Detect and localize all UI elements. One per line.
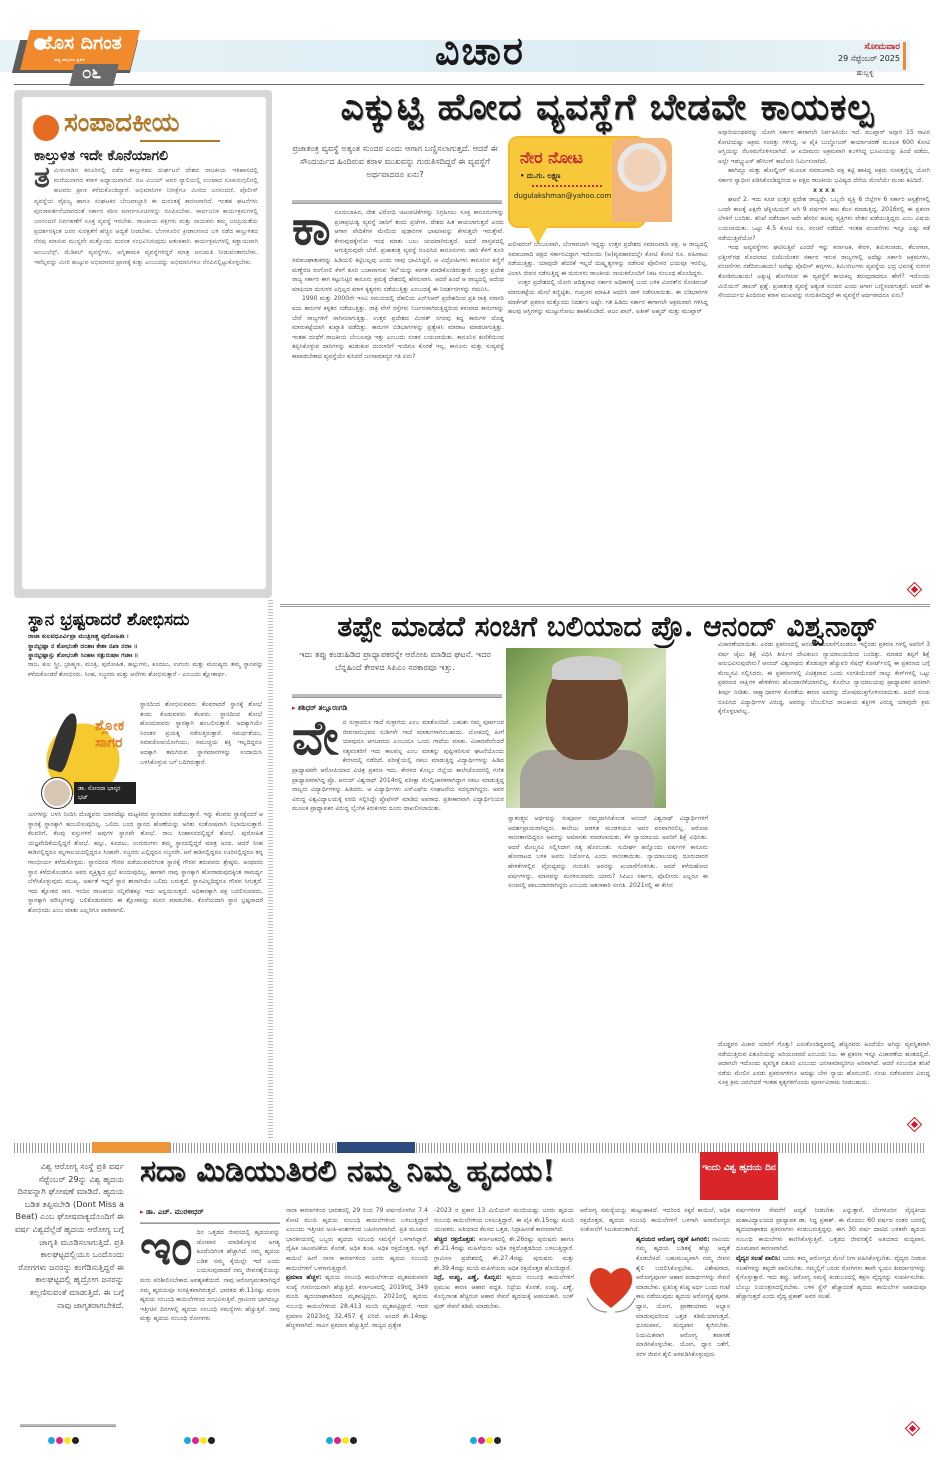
masthead-divider bbox=[14, 84, 924, 85]
editorial-body bbox=[34, 160, 258, 268]
heart-day-column-5: ವರ್ಷಗಳಿಗಳ ಸೇವನೆಗೆ ಆದ್ಯತೆ ನೀಡಬೇಕು ಎನ್ನುತ್ತಾರೆ, ಬೆಂಗಳೂರಿನ ವೈದ್ಯಕೀಯ ಮಹಾವಿದ್ಯಾಲಯದ ಪ್ರಾಧ್ಯಾಪಕ ಡಾ. ಸಿದ್ಧ ಪ್ರಕಾಶ್. ಈ ಮೊದಲು 60 ವರ್ಷದ ನಂತರ ಜನರಲ್ಲಿ ಹೃದಯಾಘಾತದ ಪ್ರಕರಣಗಳು ಕಂಡುಬರುತ್ತಿದ್ದವು. ಈಗ 30 ವರ್ಷ ದಾಟಿದ ಬಳಿಕವೇ ಹೃದಯ ಸಂಬಂಧಿ ಕಾಯಿಲೆಗಳು ಕಾಣಿಸಿಕೊಳ್ಳುತ್ತಿವೆ. ಒತ್ತಡದ ಜೀವನಶೈಲಿ ಅತಿಯಾದ ಮದ್ಯಪಾನ, ಧೂಮಪಾನ ಕಾರಣವಾಗಿದೆ. ವೈದ್ಯರ ಸಲಹೆ ಪಾಲಿಸಿ: ಜನರು ತಮ್ಮ ಆರೋಗ್ಯದ ಮೇಲೆ ನಿಗಾ ವಹಿಸಿಕೊಳ್ಳಬೇಕು. ವೈದ್ಯರು ನೀಡುವ ಸಲಹೆಗಳನ್ನು ತಪ್ಪದೇ ಪಾಲಿಸಬೇಕು. ನಮ್ಮಲ್ಲಿಗೆ ಬರುವ ರೋಗಿಗಳು ತಾವೇ ಸ್ವಯಂ ತೀರ್ಮಾನಗಳನ್ನು ಕೈಗೊಳ್ಳುತ್ತಾರೆ. ಇದು ತಪ್ಪು. ಆರೋಗ್ಯ ಸಮಸ್ಯೆ ಕಂಡುಬಂದಲ್ಲಿ ತಕ್ಷಣ ವೈದ್ಯರನ್ನು ಸಂಪರ್ಕಿಸಬೇಕು. ಬೊಜ್ಜು ನಿಯಂತ್ರಣದಲ್ಲಿರಬೇಕು. ಬಳಿಕ ಸ್ಟ್ರೆಸ್ ಹೆಚ್ಚಾದಂತೆ ಹೃದಯ ಕಾಯಿಲೆಗಳ ಅಪಾಯವೂ ಹೆಚ್ಚಾಗುತ್ತದೆ ಎಂದು ವೈದ್ಯ ಪ್ರಕಾಶ್ ಅವರ ಸಲಹೆ. bbox=[736, 1207, 926, 1301]
shloka-headline[interactable]: ಸ್ಥಾನ ಭ್ರಷ್ಟರಾದರೆ ಶೋಭಿಸದು bbox=[28, 610, 190, 630]
main-article-drop-cap: ಕಾ bbox=[292, 208, 331, 256]
main-article-headline[interactable]: ಎಕ್ಕುಟ್ಟಿ ಹೋದ ವ್ಯವಸ್ಥೆಗೆ ಬೇಡವೇ ಕಾಯಕಲ್ಪ bbox=[340, 86, 875, 128]
editorial-label: ಸಂಪಾದಕೀಯ bbox=[64, 108, 180, 138]
heart-day-column-1: ಇಂ ದಿನ ಒತ್ತಡದ ಜೀವನದಲ್ಲಿ ಹೃದಯವನ್ನು ಜೋಪಾನ ಮಾಡಿಕೊಳ್ಳುವ ಅಗತ್ಯ ಹಿಂದೆಂದಿಗಿಂತ ಹೆಚ್ಚಾಗಿದೆ. ನಮ್ಮ ಹೃದಯ ಬಡಿತ ನಮ್ಮ ಕೈಯಲ್ಲೇ ಇದೆ ಎಂದು ಬಯಸುವುದಾದರೆ ನಮ್ಮ ಜೀವನಶೈಲಿಯನ್ನು ಮರು ಪರಿಶೀಲಿಸಬೇಕಾದ ಅವಶ್ಯಕತೆಯಿದೆ. ನಾವು ಆರೋಗ್ಯವಂತರಾಗಿದ್ದರೆ ನಮ್ಮ ಹೃದಯವೂ ಸುರಕ್ಷಿತವಾಗಿರುತ್ತದೆ. ಭಾರತದ ಶೇ.11ರಷ್ಟು ಮರಣ ಹೃದಯ ಸಂಬಂಧಿ ಕಾಯಿಲೆಗಳಿಂದ ಸಂಭವಿಸುತ್ತಿವೆ. ಗ್ರಾಮೀಣ ಭಾಗದಲ್ಲೂ ಇತ್ತೀಚಿನ ದಿನಗಳಲ್ಲಿ ಹೃದಯ ಸಂಬಂಧಿ ಸಮಸ್ಯೆಗಳು ಹೆಚ್ಚುತ್ತಿವೆ. ನಾವು ಮತ್ತು ಹೃದಯ ಸಂಬಂಧಿ ರೋಗಗಳು bbox=[140, 1228, 280, 1323]
shloka-meaning: ರಾಜ, ಕುಲ ಸ್ತ್ರೀ, ಬ್ರಾಹ್ಮಣ, ಮಂತ್ರಿ, ಪುರೋಹಿತ, ಹಲ್ಲುಗಳು, ಕೂದಲು, ಉಗುರು ಮತ್ತು ಮನುಷ್ಯರು ತಮ್ಮ ಸ್ಥಾನವನ್ನು ಕಳೆದುಕೊಂಡರೆ ಶೋಭಿಸರು. ಸಿಂಹ, ಸಜ್ಜನರು ಮತ್ತು ಆನೆಗಳು ಶೋಭಿಸುತ್ತಾರೆ - ಎಂಬುದು ಶ್ಲೋಕಾರ್ಥ. bbox=[28, 661, 263, 678]
second-article-deck: ಇದು ತಪ್ಪು ಕಂಡುಹಿಡಿದ ಪ್ರಾಧ್ಯಾಪಕರನ್ನೇ ಆರೋಪಿ ಮಾಡಿದ ಘಟನೆ. ಇದರ ಬೆನ್ನಹಿಂದೆ ಕೇರಳದ ಸಿಪಿಎಂ ಸರಕಾರವೂ ಇತ್ತು. bbox=[299, 649, 491, 672]
heart-day-headline[interactable]: ಸದಾ ಮಿಡಿಯುತಿರಲಿ ನಮ್ಮ ನಿಮ್ಮ ಹೃದಯ! bbox=[140, 1154, 556, 1189]
columnist-photo bbox=[612, 138, 672, 222]
newspaper-tagline: ರಾಷ್ಟ್ರ ಜಾಗೃತಿಯ ಪ್ರತೀಕ bbox=[54, 57, 85, 62]
heart-day-intro: ವಿಶ್ವ ಆರೋಗ್ಯ ಸಂಸ್ಥೆ ಪ್ರತಿ ವರ್ಷ ಸೆಪ್ಟೆಂಬರ್ 29ನ್ನು ವಿಶ್ವ ಹೃದಯ ದಿನವನ್ನಾಗಿ ಘೋಷಣೆ ಮಾಡಿದೆ. ಹೃದಯ ಬಡಿತ ತಪ್ಪಿಸಬೇಡಿ (Dont Miss a Beat) ಎಂಬ ಘೋಷವಾಕ್ಯದೊಂದಿಗೆ ಈ ವರ್ಷ ವಿಶ್ವದೆಲ್ಲೆಡೆ ಹೃದಯ ಆರೋಗ್ಯ ಬಗ್ಗೆ ಜಾಗೃತಿ ಮೂಡಿಸಲಾಗುತ್ತಿದೆ. ಪ್ರತಿ ಕಾಲಘಟ್ಟದಲ್ಲಿಯೂ ಒಂದೊಂದು ರೋಗಗಳು ಜನರನ್ನು ಕಂಗೆಡಿಸುತ್ತಿದ್ದರೆ ಈ ಕಾಲಘಟ್ಟದಲ್ಲಿ ಹೃದ್ರೋಗ ಜನರನ್ನು ತಲ್ಲಣಿಸುವಂತೆ ಮಾಡುತ್ತಿದೆ. ಈ ಬಗ್ಗೆ ನಾವು ಜಾಗೃತರಾಗಬೇಕಿದೆ. bbox=[14, 1161, 124, 1310]
heart-day-column-2: ನಾನಾ ಕಾರಣಗಳಿಂದ ಭಾರತದಲ್ಲಿ 29 ರಿಂದ 79 ವರ್ಷದೊಳಗಿನ 7.4 ಕೋಟಿ ಮಂದಿ ಹೃದಯ ಸಂಬಂಧಿ ಕಾಯಿಲೆಗಳಿಂದ ಬಳಲುತ್ತಿದ್ದಾರೆ ಎಂಬುದು ಇತ್ತೀಚಿನ ಅಂಕಿ-ಅಂಶಗಳಿಂದ ಬಹಿರಂಗವಾಗಿದೆ. ಪ್ರತಿ ಮೂವರು ಭಾರತೀಯರಲ್ಲಿ ಒಬ್ಬರು ಹೃದಯ ಸಂಬಂಧಿ ಸಮಸ್ಯೆಗೆ ಒಳಗಾಗಿದ್ದಾರೆ. ದೈಹಿಕ ಚಟುವಟಿಕೆಯ ಕೊರತೆ, ಅಧಿಕ ತೂಕ, ಅಧಿಕ ರಕ್ತದೊತ್ತಡ, ಸಕ್ಕರೆ ಕಾಯಿಲೆ ಹೀಗೆ ನಾನಾ ಕಾರಣಗಳಿಂದ ಜನರು ಹೃದಯ ಸಂಬಂಧಿ ಕಾಯಿಲೆಗಳಿಗೆ ಒಳಗಾಗುತ್ತಿದ್ದಾರೆ. ಪ್ರಮಾಣ ಹೆಚ್ಚಳ: ಹೃದಯ ಸಂಬಂಧಿ ಕಾಯಿಲೆಗಳಿಂದ ಮೃತಪಡುವವರ ಸಂಖ್ಯೆ ಗಣನೀಯವಾಗಿ ಹೆಚ್ಚುತ್ತಿದೆ. ಕರ್ನಾಟಕದಲ್ಲಿ 2019ರಲ್ಲಿ 349 ಮಂದಿ ಹೃದಯಾಘಾತದಿಂದ ಮೃತಪಟ್ಟಿದ್ದರು. 2021ರಲ್ಲಿ ಹೃದಯ ಸಂಬಂಧಿ ಕಾಯಿಲೆಗಳಿಂದ 28,413 ಮಂದಿ ಮೃತಪಟ್ಟಿದ್ದಾರೆ. ಇದರ ಪ್ರಮಾಣ 2023ರಲ್ಲಿ 32,457 ಕ್ಕೆ ಏರಿದೆ. ಅಂದರೆ ಶೇ.14ರಷ್ಟು ಹೆಚ್ಚಳವಾಗಿದೆ. ಸಾವಿನ ಪ್ರಮಾಣ ಹೆಚ್ಚುತ್ತಿದೆ. ರಾಜ್ಯದ ಪ್ರತ್ಯೇಕ bbox=[286, 1207, 428, 1330]
registration-marks bbox=[470, 1437, 501, 1444]
page-number: ೦೬ bbox=[82, 63, 102, 83]
registration-marks bbox=[48, 1437, 79, 1444]
shloka-verse: ರಾಜಾ ಕುಲವಧೂರ್ವಿಪ್ರಾ ಮಂತ್ರಿಣಶ್ಚ ಪುರೋಹಿತಃ । ಸ್ಥಾನಭ್ರಷ್ಟಾ ನ ಶೋಭಂತೇ ದಂತಾಃ ಕೇಶಾ ನಖಾ ನರಾಃ ॥ ಸ್ಥಾನಭ್ರಷ್ಟಾಸ್ತು ಶೋಭಂತೇ ಸಿಂಹಾಃ ಸತ್ಪುರುಷಾಃ ಗಜಾಃ ॥ bbox=[28, 633, 139, 660]
editorial-emblem-icon bbox=[33, 115, 59, 141]
main-article-column-2: ಖಲೀಫರಂಗೆ ಬೆಂಬಲವಾಗಿ, ಬೆಂಗಾವಲಾಗಿ ಇದ್ದದ್ದು ಉತ್ತರ ಪ್ರದೇಶದ ಸಮಾಜವಾದಿ ಪಕ್ಷ. ಆ ರಾಜ್ಯದಲ್ಲಿ ಸಮಾಜವಾದಿ ಪಕ್ಷದ ಸರ್ಕಾರವಿದ್ದಾಗ ಇದೊಂದು (ಅ)ವ್ಯವಹಾರದಲ್ಲೇ ಕೋಟಿ ಕೋಟಿ ರೂ. ವಹಿವಾಟು ನಡೆಯುತ್ತಿತ್ತು. ಯಾವುದೇ ಹೆದರಿಕೆ ಇಲ್ಲದೆ ದುಷ್ಕೃತ್ಯಗಳನ್ನು ನಡೆಸುವ ಪೊಲೀಸರ ಭಯವೂ ಇರಲಿಲ್ಲ. ವಿಲಾಸಿ ಜೀವನ ನಡೆಸುತ್ತಿದ್ದ ಈ ದುರುಳರು ರಾಜಕೀಯ ನಾಯಕರೊಂದಿಗೆ ನಿಕಟ ಸಂಬಂಧ ಹೊಂದಿದ್ದರು. ಉತ್ತರ ಪ್ರದೇಶದಲ್ಲಿ ಯೋಗಿ ಆದಿತ್ಯನಾಥ ಸರ್ಕಾರ ಅಧಿಕಾರಕ್ಕೆ ಬಂದ ಬಳಿಕ ಮೀರತ್‌ನ ಸೋತಿಗಂಜ್ ಮಾರುಕಟ್ಟೆಯ ಮೇಲೆ ಕಣ್ಣಿಟ್ಟಿತು. ಗುಪ್ತಚರ ಮಾಹಿತಿ ಆಧರಿಸಿ ದಾಳಿ ನಡೆಸಲಾಯಿತು. ಈ ಬಿಡಿಭಾಗಗಳ ಮಾರ್ಕೆಟ್ ಪ್ರಕರಣ ಮತ್ತೊಂದು ನಿದರ್ಶನ ಅಷ್ಟೇ. ಗತ ಹಿಡಿದು ಸರ್ಕಾರ ಈಗಾಗಲೇ ಅಕ್ರಮವಾಗಿ ಗಳಿಸಿದ್ದ ಹಲವು ಆಸ್ತಿಗಳನ್ನು ಮುಟ್ಟುಗೋಲು ಹಾಕಿಕೊಂಡಿದೆ. ಆಜಂ ಖಾನ್, ಅತೀಕ್ ಅಹ್ಮದ್ ಮತ್ತು ಮುಖ್ತಾರ್ bbox=[508, 241, 708, 316]
editorial-text: ಮಿಳುನಾಡಿನ ಕರೂರಿನಲ್ಲಿ ನಡೆದ ಕಾಲ್ತುಳಿತದ ದುರ್ಘಟನೆ ದೇಶದ ರಾಜಕೀಯ ಇತಿಹಾಸದಲ್ಲಿ ಮರೆಯಲಾಗದ ಕರಾಳ ಅಧ್ಯಾಯವಾಗಿದೆ. ನಟ ವಿಜಯ್ ಅವರ ರ‍್ಯಾಲಿಯಲ್ಲಿ ಉಂಟಾದ ನೂಕುನುಗ್ಗಲಿನಲ್ಲಿ ಹಲವರು ಪ್ರಾಣ ಕಳೆದುಕೊಂಡಿದ್ದಾರೆ. ಅಭಿಮಾನಿಗಳ ನಿರೀಕ್ಷೆಗೂ ಮೀರಿದ ಜನಸಂದಣಿ, ಪೊಲೀಸ್ ವ್ಯವಸ್ಥೆಯ ವೈಫಲ್ಯ ಹಾಗೂ ಸಂಘಟಕರ ಬೇಜವಾಬ್ದಾರಿ ಈ ದುರಂತಕ್ಕೆ ಕಾರಣವಾಗಿದೆ. ಇಂತಹ ಘಟನೆಗಳು ಪುನರಾವರ್ತನೆಯಾಗದಂತೆ ಸರ್ಕಾರ ಕಠಿಣ ಮಾರ್ಗಸೂಚಿಗಳನ್ನು ರೂಪಿಸಬೇಕು. ಸಾರ್ವಜನಿಕ ಕಾರ್ಯಕ್ರಮಗಳಲ್ಲಿ ಜನಸಂದಣಿ ನಿರ್ವಹಣೆಗೆ ಸೂಕ್ತ ವ್ಯವಸ್ಥೆ ಇರಬೇಕು. ರಾಜಕೀಯ ಪಕ್ಷಗಳು ಮತ್ತು ನಾಯಕರು ತಮ್ಮ ಜನಪ್ರಿಯತೆಯ ಪ್ರದರ್ಶನಕ್ಕಿಂತ ಜನರ ಸುರಕ್ಷತೆಗೆ ಹೆಚ್ಚಿನ ಆದ್ಯತೆ ನೀಡಬೇಕು. ಬೆಂಗಳೂರಿನ ಕ್ರೀಡಾಂಗಣದ ಬಳಿ ನಡೆದ ಕಾಲ್ತುಳಿತದ ನೆನಪು ಮಾಸುವ ಮುನ್ನವೇ ಮತ್ತೊಂದು ದುರಂತ ಸಂಭವಿಸಿರುವುದು ಆತಂಕಕಾರಿ. ಕಾರ್ಯಕ್ರಮಗಳಲ್ಲಿ ಕಡ್ಡಾಯವಾಗಿ ಆಂಬುಲೆನ್ಸ್, ಮೆಡಿಕಲ್ ವ್ಯವಸ್ಥೆಗಳು, ಅಗ್ನಿಶಾಮಕ ವ್ಯವಸ್ಥೆಗಳಿದ್ದರೆ ಮಾತ್ರ ಅನುಮತಿ ನೀಡುವಂತಾಗಬೇಕು. ಇವೆಲ್ಲವನ್ನು ಮೀರಿ ಹುಟ್ಟುವ ಅಭಿಮಾನದ ಪ್ರಾಣಕ್ಕೆ ಕುತ್ತು ಎಂಬುದನ್ನು ಅಭಿಮಾನಿಗಳೂ ನೆನಪಿನಲ್ಲಿಟ್ಟುಕೊಳ್ಳಬೇಕು. bbox=[34, 167, 258, 266]
main-article-deck: ಪ್ರಜಾತಂತ್ರ ವ್ಯವಸ್ಥೆ ಅತ್ಯಂತ ಸುಂದರ ಎಂದು ಆಗಾಗ ಬಣ್ಣಿಸಲಾಗುತ್ತದೆ. ಆದರೆ ಈ ಸೌಂದರ್ಯದ ಹಿಂದಿರುವ ಕರಾಳ ಮುಖವನ್ನು ಗುರುತಿಸದಿದ್ದರೆ ಈ ವ್ಯವಸ್ಥೆಗೆ ಅರ್ಥವಾದರೂ ಏನು? bbox=[292, 143, 498, 179]
article-end-icon bbox=[908, 583, 921, 596]
section-divider bbox=[280, 604, 930, 607]
column-name: ನೇರ ನೋಟ bbox=[520, 148, 583, 167]
stripe-orange-accent bbox=[92, 1142, 170, 1153]
second-article-byline: ▸ ಶಶಿಧರ್ ತಲ್ಲೂರಂಗಡಿ bbox=[292, 704, 347, 713]
date-accent-bar bbox=[903, 42, 906, 70]
heart-day-column-4: ಆರೋಗ್ಯ ಸಮಸ್ಯೆಯನ್ನು ಹುಟ್ಟುಹಾಕಿದೆ. ಇದರಿಂದ ಸಕ್ಕರೆ ಕಾಯಿಲೆ, ಅಧಿಕ ರಕ್ತದೊತ್ತಡ, ಹೃದಯ ಸಂಬಂಧಿ ಕಾಯಿಲೆಗಳಿಗೆ ಒಳಗಾಗಿ ಅನಾರೋಗ್ಯದ ಸಂಕೋಲೆಗೆ ಸಿಲುಕುವಂತಾಗಿದೆ. ಹೃದಯದ ಆರೋಗ್ಯ ರಕ್ಷಣೆ ಹೀಗಿರಲಿ: ನಾವಿಂದು ನಮ್ಮ ಹೃದಯ ಬಡಿತಕ್ಕೆ ಹೆಚ್ಚು ಆದ್ಯತೆ ಕೊಡಬೇಕಿದೆ. ಬಹುಮುಖ್ಯವಾಗಿ ನಮ್ಮ ಜೀವನ ಶೈಲಿ ಬದಲಿಸಿಕೊಳ್ಳಬೇಕು. ವಿಶೇಷವಾದ, ಆರೋಗ್ಯಪೂರ್ಣ ಆಹಾರ ಪದಾರ್ಥಗಳನ್ನು ಸೇವನೆ ಮಾಡಬೇಕು. ಪ್ರತಿನಿತ್ಯ ಕನಿಷ್ಠ ಅರ್ಧ ಒಂದು ಗಂಟೆ ಕಾಲ ನಡೆಯುವುದು ಹೃದಯ ಆರೋಗ್ಯಕ್ಕೆ ಪೂರಕ. ಧ್ಯಾನ, ಯೋಗ, ಪ್ರಾಣಾಯಾಮ ಅಭ್ಯಾಸ ಮಾಡುವುದರಿಂದ ಒತ್ತಡ ಕಡಿಮೆಯಾಗುತ್ತದೆ. ಧೂಮಪಾನ, ಮದ್ಯಪಾನ ತ್ಯಜಿಸಬೇಕು. ನಿಯಮಿತವಾಗಿ ಆರೋಗ್ಯ ತಪಾಸಣೆ ಮಾಡಿಸಿಕೊಳ್ಳಬೇಕು. ಯೋಗ, ಧ್ಯಾನ ಜತೆಗೆ, ಸರಳ ಜೀವನ ಶೈಲಿ ಅಳವಡಿಸಿಕೊಳ್ಳುವುದು bbox=[580, 1207, 730, 1358]
editorial-ornament bbox=[140, 140, 220, 142]
second-article-column-3: ವಿಚಾರಣೆಯಾಯಿತು. ಎರಡು ಪ್ರಕರಣದಲ್ಲಿ ಆನಂದ್ ಖುಲಾಸೆಗೊಂಡರೂ ಇನ್ನೆರಡು ಪ್ರಕರಣ ಗಳಲ್ಲಿ ಅವರಿಗೆ 3 ವರ್ಷ ಜೈಲು ಶಿಕ್ಷೆ ವಿಧಿಸಿ ತೀರ್ಪಿನ ದೇವಿಕುಲಂ ನ್ಯಾಯಾಲಯದಿಂದ ಬಂದಿತ್ತು. ಮಾಡದ ತಪ್ಪಿಗೆ ಶಿಕ್ಷೆ ಅನುಭವಿಸುವುದೇನು? ಆನಂದ್ ವಿಶ್ವನಾಥರು ತೊಡುಪುಳ ಹೆಚ್ಚುವರಿ ಸೆಷನ್ಸ್ ಕೋರ್ಟ್‌ನಲ್ಲಿ ಈ ಪ್ರಕರಣದ ಬಗ್ಗೆ ಮೇಲ್ಮನವಿ ಸಲ್ಲಿಸಿದರು. ಈ ಪ್ರಕರಣಗಳಲ್ಲಿ ವಿಚಿತ್ರವಾದ ಒಂದು ಸಂಗತಿಯೆಂದರೆ ನಾಲ್ಕು ಕೇಸ್‌ಗಳಲ್ಲಿ ಒಟ್ಟು ಪ್ರಕರಣದ ಸಾಕ್ಷಿಗಳ ಹೇಳಿಕೆಗಳು ಹೊಂದಾಣಿಕೆಯಾಗಲಿಲ್ಲ. ಕೊನೆಗೂ ನ್ಯಾಯಾಲಯವು ಪ್ರಾಧ್ಯಾಪಕರ ಪರವಾಗಿ ತೀರ್ಪು ನೀಡಿತು. ಸಾಕ್ಷ್ಯಾಧಾರಗಳ ಕೊರತೆಯ ಕಾರಣ ಅವರನ್ನು ದೋಷಮುಕ್ತಗೊಳಿಸಲಾಯಿತು. ಆದರೆ ಸಂಚು ರೂಪಿಸಿದ ವಿದ್ಯಾರ್ಥಿಗಳ ವಿರುದ್ಧ, ಅವರನ್ನು ಬೆಂಬಲಿಸಿದ ರಾಜಕೀಯ ಶಕ್ತಿಗಳ ವಿರುದ್ಧ ಯಾವುದೇ ಕ್ರಮ ಕೈಗೊಳ್ಳಲಾಗಿಲ್ಲ. bbox=[718, 641, 930, 716]
newspaper-logo[interactable]: ಹೊಸ ದಿಗಂತ bbox=[38, 32, 122, 54]
shloka-sagara-label: ಶ್ಲೋಕ ಸಾಗರ bbox=[95, 718, 125, 751]
registration-marks bbox=[184, 1437, 215, 1444]
second-article-drop-cap: ವೇ bbox=[292, 718, 339, 766]
edition-city: ಹುಬ್ಬಳ್ಳಿ bbox=[856, 69, 874, 77]
date-block bbox=[780, 42, 900, 79]
shloka-side-text: ಸ್ಥಾನದಿಂದ ಶೋಭಿಸುವವರು ಕೆಲವರಾದರೆ ಸ್ಥಾನಕ್ಕೆ ಶೋಭೆ ತಂದು ಕೊಡುವವರು ಕೆಲವರು. ಸ್ಥಾನದಿಂದ ಶೋಭೆ ಹೊಂದುವವರು ಸ್ಥಾನಕ್ಕಾಗಿ ಹಂಬಲಿಸುತ್ತಾರೆ. ಅದಕ್ಕಾಗಿಯೇ ನಿರಂತರ ಪ್ರಯತ್ನ ನಡೆಸುತ್ತಿರುತ್ತಾರೆ. ಸಮರ್ಥತೆಯು, ಸಮಾಜೋಪಯೋಗಿಯು, ಸಮುಚ್ಚಯ ಶಕ್ತಿ ಇಲ್ಲದಿದ್ದರೂ ಅದಕ್ಕಾಗಿ ತಮಗಿರುವ ಸ್ಥಾನಮಾನಗಳನ್ನು ಸಂದಾಯಿಸಿ ಬಳಸಿಕೊಳ್ಳುವ ಬಗೆ ಬದಿಗಿರುತ್ತಾರೆ. bbox=[140, 701, 262, 766]
second-article-column-1: ವೇ ದ ಸುಳ್ಳಾದರೂ ಗಾದೆ ಸುಳ್ಳಾಗದು ಎಂಬ ಮಾತೊಂದಿದೆ. ಬಹುಶಃ ನಮ್ಮ ಪೂರ್ವಜರ ಜೀವನಾನುಭವದ ನುಡಿಗಳೇ ಗಾದೆ ಮಾತುಗಳಾಗಿರಬಹುದು. ಲೋಕದಲ್ಲಿ ಹೀಗೆ ಯಾವುದೂ ಆಗಬಾರದು ಎಂಬುದೂ ಒಂದು ಗಾದೆಯ ಮಾತು. ವಿಚಾರವೇನೆಂದರೆ ಸತ್ಯವಂತರಿಗೆ ಇದು ಕಾಲವಲ್ಲ ಎಂಬ ಮಾತನ್ನು ಪುಷ್ಟೀಕರಿಸುವ ಘಟನೆಯೊಂದು ಕೇರಳದಲ್ಲಿ ನಡೆದಿದೆ. ಪರೀಕ್ಷೆಯಲ್ಲಿ ನಕಲು ಮಾಡುತ್ತಿದ್ದ ವಿದ್ಯಾರ್ಥಿಗಳನ್ನು ಹಿಡಿದ ಪ್ರಾಧ್ಯಾಪಕರೇ ಆರೋಪಿಯಾದ ವಿಚಿತ್ರ ಪ್ರಕರಣ ಇದು. ಕೇರಳದ ಕೊಲ್ಲಂ ಜಿಲ್ಲೆಯ ಕಾಲೇಜೊಂದರಲ್ಲಿ ಗಣಿತ ಪ್ರಾಧ್ಯಾಪಕರಾಗಿದ್ದ ಪ್ರೊ. ಆನಂದ್ ವಿಶ್ವನಾಥ್ 2014ರಲ್ಲಿ ಪರೀಕ್ಷಾ ಮೇಲ್ವಿಚಾರಕರಾಗಿದ್ದಾಗ ನಕಲು ಮಾಡುತ್ತಿದ್ದ ನಾಲ್ವರು ವಿದ್ಯಾರ್ಥಿಗಳನ್ನು ಹಿಡಿದರು. ಆ ವಿದ್ಯಾರ್ಥಿಗಳು ಎಸ್‌ಎಫ್‌ಐ ಸಂಘಟನೆಯ ಸದಸ್ಯರಾಗಿದ್ದರು. ಅವರ ವಿರುದ್ಧ ವಿಶ್ವವಿದ್ಯಾಲಯಕ್ಕೆ ವರದಿ ಸಲ್ಲಿಸಿದ್ದೇ ಪ್ರೊಫೆಸರ್ ಮಾಡಿದ ಅಪರಾಧ. ಪ್ರತೀಕಾರವಾಗಿ ವಿದ್ಯಾರ್ಥಿನಿಯರ ಮೂಲಕ ಪ್ರಾಧ್ಯಾಪಕರ ವಿರುದ್ಧ ಲೈಂಗಿಕ ಕಿರುಕುಳದ ದೂರು ದಾಖಲಿಸಲಾಯಿತು. bbox=[292, 718, 504, 813]
section-separator: x x x x bbox=[812, 186, 836, 194]
columnist-author: • ದು.ಗು. ಲಕ್ಷ್ಮಣ bbox=[520, 172, 561, 180]
second-article-column-2: ಸ್ವಾತಂತ್ರ್ಯದ ಅರ್ಥವನ್ನು ಸಂಪೂರ್ಣ ನಮ್ಮದಾಗಿಸಿಕೊಂಡ ಆನಂದ್ ವಿಶ್ವನಾಥ್ ವಿದ್ಯಾರ್ಥಿಗಳಿಗೆ ಆದರ್ಶಪ್ರಾಯರಾಗಿದ್ದರು. ಕಾಲೇಜು ಆಡಳಿತ ಮಂಡಳಿಯೂ ಅವರ ಪರವಾಗಿರಲಿಲ್ಲ. ಆರೋಪ ಸಾಬೀತಾಗದಿದ್ದರೂ ಅವರನ್ನು ಅಮಾನತು ಮಾಡಲಾಯಿತು. ಕೆಳ ನ್ಯಾಯಾಲಯ ಅವರಿಗೆ ಶಿಕ್ಷೆ ವಿಧಿಸಿತು. ಆದರೆ ಮೇಲ್ಮನವಿ ಸಲ್ಲಿಸಿದಾಗ ಸತ್ಯ ಹೊರಬಂತು. ಸುದೀರ್ಘ ಹನ್ನೊಂದು ವರ್ಷಗಳ ಕಾನೂನು ಹೋರಾಟದ ಬಳಿಕ ಅವರು ನಿರ್ದೋಷಿ ಎಂದು ಸಾಬೀತಾಯಿತು. ನ್ಯಾಯಾಲಯವು ದೂರುದಾರರ ಹೇಳಿಕೆಗಳಲ್ಲಿನ ವೈರುಧ್ಯವನ್ನು ಗುರುತಿಸಿ ಅವರನ್ನು ಖುಲಾಸೆಗೊಳಿಸಿತು. ಆದರೆ ಕಳೆದುಹೋದ ವರ್ಷಗಳನ್ನು, ಮಾನವನ್ನು ಮರಳಿಸುವವರು ಯಾರು? ಸಿಪಿಎಂ ಸರ್ಕಾರ, ಪೊಲೀಸರು ಎಲ್ಲರೂ ಈ ಸಂಚಿನಲ್ಲಿ ಪಾಲುದಾರರಾಗಿದ್ದರು ಎಂಬುದು ಆತಂಕಕಾರಿ ಸಂಗತಿ. 2021ರಲ್ಲಿ ಈ ಕೇಸಿನ bbox=[508, 815, 708, 890]
main-article-column-1: ಕಾ ನೂನುಬಾಹಿರ, ದೇಶ ವಿರೋಧಿ ಚಟುವಟಿಕೆಗಳನ್ನು ನಿಗ್ರಹಿಸಲು ಸೂಕ್ತ ಕಾನೂನುಗಳನ್ನು ಪ್ರಜಾಪ್ರಭುತ್ವ ವ್ಯವಸ್ಥೆ ಜಾರಿಗೆ ತಂದು ಪ್ರಜೆಗಳ, ದೇಶದ ಹಿತ ಕಾಯಲಾಗುತ್ತದೆ ಎಂದು ಆಗಾಗ ವೇದಿಕೆಗಳ ಮೇಲಿಂದ ಪುಢಾರಿಗಳ ಭಾಷಣವನ್ನು ಕೇಳುತ್ತಲೇ ಇರುತ್ತೇವೆ. ಕೇಳುವುದಕ್ಕೇನೋ ಇಂಥ ಮಾತು ಬಲು ಚಂದವಾಗಿರುತ್ತದೆ. ಆದರೆ ವಾಸ್ತವದಲ್ಲಿ ಆಗುತ್ತಿರುವುದೇ ಬೇರೆ. ಪ್ರಜಾತಂತ್ರ ವ್ಯವಸ್ಥೆ ರೂಪಿಸಿದ ಕಾನೂನುಗಳು ಜಾರಿ ಕೆಳಗೆ ತೂರಿ ಸಮಾಜಘಾತುಕರನ್ನು ಹಿಡಿಯಲಿ ಕಟ್ಟಿಬಲ್ಲವು ಎಂದು ನಾವು ಭಾವಿಸಿದ್ದರೆ, ಆ ವಿದ್ರೋಹಿಗಳು ಕಾನೂನಿನ ಕಣ್ಣಿಗೆ ಮಣ್ಣೆರಚಿ ರಂಗೋಲಿ ಕೆಳಗೆ ತೂರಿ ಬಚಾವಾಗುವ 'ಕಲೆ'ಯನ್ನು ಕರಗತ ಮಾಡಿಕೊಂಡಿರುತ್ತಾರೆ. ಉತ್ತರ ಪ್ರದೇಶ ರಾಜ್ಯ ಸರ್ಕಾರ ಈಗ ಕಟ್ಟುನಿಟ್ಟಿನ ಕಾನೂನು ಕ್ರಮಕ್ಕೆ ದೇಶದಲ್ಲಿ ಹೆಸರುವಾಸಿ. ಆದರೆ ಹಿಂದೆ ಆ ರಾಜ್ಯದಲ್ಲಿ ಅದೆಂಥ ಮಾಫಿಯಾ ದುರುಳರ ಎಗ್ಗಿಲ್ಲದ ಕರಾಳ ಕೃತ್ಯಗಳು ನಡೆಯುತ್ತಿತ್ತು ಎಂಬುದಕ್ಕೆ ಈ ನಿದರ್ಶನಗಳನ್ನು ಗಮನಿಸಿ. 1990 ಮತ್ತು 2000ನೇ ಇಸವಿ ಸಮಯದಲ್ಲಿ ದೆಹಲಿಯ ಎನ್‌ಸಿಆರ್ ಪ್ರದೇಶದಿಂದ ಪ್ರತಿ ರಾತ್ರಿ ಸರಾಸರಿ ಐದು ಕಾರುಗಳ ಕಳ್ಳತನ ನಡೆಯುತ್ತಿತ್ತು. ರಾತ್ರಿ ವೇಳೆ ರಸ್ತೆಗಳು ನಿರ್ಜನವಾಗಿರುತ್ತಿದ್ದರಿಂದ ಕಳುವಾದ ಕಾರುಗಳನ್ನು ಬೇರೆ ರಾಜ್ಯಗಳಿಗೆ ಸಾಗಿಸಲಾಗುತ್ತಿತ್ತು. ಉತ್ತರ ಪ್ರದೇಶದ ಮೀರತ್ ನಗರವು ಕದ್ದ ಕಾರುಗಳ ದೊಡ್ಡ ಮಾರುಕಟ್ಟೆಯಾಗಿ ಕುಖ್ಯಾತಿ ಪಡೆದಿತ್ತು. ಕಾರುಗಳ ಬಿಡಿಭಾಗಗಳನ್ನು ಪ್ರತ್ಯೇಕಿಸಿ ಮಾರಾಟ ಮಾಡಲಾಗುತ್ತಿತ್ತು. ಇಂತಹ ದಂಧೆಗೆ ರಾಜಕೀಯ ಬೆಂಬಲವೂ ಇತ್ತು ಎಂಬುದು ನಂತರ ಬಯಲಾಯಿತು. ಕಾನೂನಿನ ಕುಣಿಕೆಯಿಂದ ತಪ್ಪಿಸಿಕೊಳ್ಳುವ ದಾರಿಗಳನ್ನು ಹುಡುಕುವ ದುರುಳರಿಗೆ ಇಂದಿಗೂ ಕೊರತೆ ಇಲ್ಲ. ಕಾನೂನು ಮತ್ತು ಸುವ್ಯವಸ್ಥೆ ಕಾಪಾಡಬೇಕಾದ ವ್ಯವಸ್ಥೆಯೇ ಕುಸಿದರೆ ಜನಸಾಮಾನ್ಯರ ಗತಿ ಏನು? bbox=[292, 208, 504, 360]
shloka-author: ಡಾ. ಸೋಂದಾ ಭಾಸ್ಕರ ಭಟ್ bbox=[74, 782, 136, 804]
editorial-drop-cap: ತ bbox=[34, 160, 50, 195]
editorial-headline[interactable]: ಕಾಲ್ತುಳಿತ ಇದೇ ಕೊನೆಯಾಗಲಿ bbox=[34, 148, 169, 164]
weekday: ಸೋಮವಾರ bbox=[864, 42, 900, 52]
shloka-body: ಜನಗಳನ್ನು ಬಳಸಿ ನಿಂದಿಸಿ ದೊಡ್ಡವರು ಯಾರದೆಷ್ಟು ಮಟ್ಟಕಿರದ ಸ್ಥಾನಮಾನ ಪಡೆಯುತ್ತಾರೆ. ಇನ್ನು ಕೆಲವರು ಸ್ಥಾನಕ್ಕೆಂದರೆ ಆ ಸ್ಥಾನಕ್ಕೆ ಸ್ಥಾನಕ್ಕಾಗಿ ಹಂಬಲಿಸುವುದಿಲ್ಲ. ಒಲಿದು ಬಂದ ಸ್ಥಾನದ ಹೊಣೆಯನ್ನು ಅರಿತು ಸಂತೋಷವಾಗಿ ನಿಭಾಯಿಸುತ್ತಾರೆ. ಕೆಲವರಿಗೆ, ಕೆಲವು ವಸ್ತುಗಳಿಗೆ ಅವುಗಳ ಸ್ಥಾನವೇ ಶೋಭೆ. ರಾಜ ಸಿಂಹಾಸನದಲ್ಲಿದ್ದರೆ ಶೋಭೆ. ಪುರೋಹಿತ ಯಜ್ಞವೇದಿಕೆಯಲ್ಲಿದ್ದರೆ ಶೋಭೆ. ಹಲ್ಲು, ಕೂದಲು, ಉಗುರುಗಳು ತಮ್ಮ ಸ್ಥಾನದಲ್ಲಿದ್ದರೆ ಮಾತ್ರ ಅಂದ. ಆದರೆ ಸಿಂಹ ಕಾಡಿನಲ್ಲಿದ್ದರೂ ಮೃಗಾಲಯದಲ್ಲಿದ್ದರೂ ಸಿಂಹವೇ. ಸಜ್ಜನರು ಎಲ್ಲಿದ್ದರೂ ಸಜ್ಜನರೇ. ಆನೆ ಕಾಡಿನಲ್ಲಿದ್ದರೂ ಊರಿನಲ್ಲಿದ್ದರೂ ತನ್ನ ಗಾಂಭೀರ್ಯ ಕಳೆದುಕೊಳ್ಳದು. ಸ್ಥಾನದಿಂದ ಗೌರವ ಪಡೆಯುವವರಿಗಿಂತ ಸ್ಥಾನಕ್ಕೆ ಗೌರವ ತರುವವರು ಶ್ರೇಷ್ಠರು. ಅಂಥವರು ಸ್ಥಾನ ಕಳೆದುಕೊಂಡರೂ ಅವರ ವ್ಯಕ್ತಿತ್ವದ ಪ್ರಭೆ ಕುಂದುವುದಿಲ್ಲ. ಹಾಗಾಗಿ ನಾವು ಸ್ಥಾನಕ್ಕಾಗಿ ಹೋರಾಡುವುದಕ್ಕಿಂತ ಸಾಮರ್ಥ್ಯ ಬೆಳೆಸಿಕೊಳ್ಳುವುದು ಮುಖ್ಯ. ಅರ್ಹತೆ ಇದ್ದರೆ ಸ್ಥಾನ ತಾನಾಗಿಯೇ ಒಲಿದು ಬರುತ್ತದೆ. ಸ್ಥಾನವಿಲ್ಲದಿದ್ದರೂ ಗೌರವ ಸಿಗುತ್ತದೆ. ಇದು ಶ್ಲೋಕದ ಸಾರ. ಇಂದಿನ ರಾಜಕೀಯ ಸನ್ನಿವೇಶಕ್ಕೂ ಇದು ಅನ್ವಯಿಸುತ್ತದೆ. ಅಧಿಕಾರಕ್ಕಾಗಿ ಪಕ್ಷ ಬದಲಿಸುವವರು, ಸ್ಥಾನಕ್ಕಾಗಿ ಮೌಲ್ಯಗಳನ್ನು ಬಲಿಕೊಡುವವರು ಈ ಶ್ಲೋಕವನ್ನು ಮನನ ಮಾಡಬೇಕು. ಕೊನೆಯದಾಗಿ ಸ್ಥಾನ ಭ್ರಷ್ಟರಾದರೆ ಶೋಭಿಸದು ಎಂಬ ಮಾತು ಎಲ್ಲರಿಗೂ ಪಾಠವಾಗಲಿ. bbox=[28, 811, 263, 914]
columnist-dotted-divider bbox=[532, 185, 602, 187]
second-article-headline[interactable]: ತಪ್ಪೇ ಮಾಡದೆ ಸಂಚಿಗೆ ಬಲಿಯಾದ ಪ್ರೊ. ಆನಂದ್ ವಿಶ್ವನಾಥ್ bbox=[337, 610, 878, 643]
columnist-email[interactable]: dugulakshman@yahoo.com bbox=[514, 192, 612, 200]
world-heart-day-badge: ಇಂದು ವಿಶ್ವ ಹೃದಯ ದಿನ bbox=[700, 1152, 778, 1200]
main-article-column-3: ಅನ್ಸಾರಿಯಂಥವರನ್ನು ಯೋಗಿ ಸರ್ಕಾರ ಈಗಾಗಲೇ ನಿರ್ವಹಿಸಿಯೇ ಇದೆ. ಮುಖ್ತಾರ್ ಅನ್ಸಾರಿ 15 ಸಾವಿರ ಕೋಟಿಯಷ್ಟು ಅಕ್ರಮ ಸಂಪತ್ತು ಗಳಿಸಿದ್ದ. ಆ ಪೈಕಿ ಬುಲ್ಡೋಜರ್ ಕಾರ್ಯಾಚರಣೆ ಮೂಲಕ 600 ಕೋಟಿ ಆಸ್ತಿಯನ್ನು ನೆಲಸಮಗೊಳಿಸಲಾಗಿದೆ. ಆ ಖದೀಮರು ಅಕ್ರಮವಾಗಿ ಕಬಳಿಸಿದ್ದ ಭೂಮಿಯನ್ನು ಹಿಂದೆ ಪಡೆದು, ಅಲ್ಲೇ ಇಡಬ್ಲ್ಯುಎಸ್ ಹೌಸಿಂಗ್ ಕಾಲೋನಿ ನಿರ್ಮಿಸಲಾಗಿದೆ. ಹಾಗಿದ್ದೂ ಮತ್ತು ಹೋಲ್ಡಿಂಗ್ ಮೂಲಕ ಸಮಾಜವಾದಿ ಪಕ್ಷ ಕಟ್ಟಿ ಹಾಕಿದ್ದ ಅಕ್ರಮ ಸಂಪತ್ತನ್ನೆಲ್ಲ ಯೋಗಿ ಸರ್ಕಾರ ಸ್ವಾಧೀನ ಪಡಿಸಿಕೊಂಡಿದ್ದರಿಂದ ಆ ಪಕ್ಷದ ರಾಜಕೀಯ ಭವಿಷ್ಯದ ದೆಸೆಯ ಮೇಲೆಯೇ ಮಂಕು ಕವಿದಿದೆ. x x x x ಘಟನೆ 2. ಇದು ಕೂಡ ಉತ್ತರ ಪ್ರದೇಶ ರಾಜ್ಯದ್ದೇ. ಒಬ್ಬನೇ ವ್ಯಕ್ತಿ 6 ಜಿಲ್ಲೆಗಳ 6 ಸರ್ಕಾರಿ ಆಸ್ಪತ್ರೆಗಳಲ್ಲಿ ಒಂದೇ ಕಾಲಕ್ಕೆ ಎಕ್ಸರೇ ಟೆಕ್ನೀಷಿಯನ್ ಆಗಿ 9 ವರ್ಷಗಳ ಕಾಲ ಕೆಲಸ ಮಾಡುತ್ತಿದ್ದ. 2016ರಲ್ಲಿ ಈ ಪ್ರಕರಣ ಬೆಳಕಿಗೆ ಬಂದಿತು. ತನಿಖೆ ನಡೆಸಿದಾಗ ಅದೇ ಹೆಸರಿನ ಹಲವು ವ್ಯಕ್ತಿಗಳು ವೇತನ ಪಡೆಯುತ್ತಿದ್ದರು ಎಂಬ ವಿಷಯ ಬಯಲಾಯಿತು. ಒಟ್ಟು 4.5 ಕೋಟಿ ರೂ. ವಂಚನೆ ನಡೆದಿದೆ. ಇಂತಹ ವಂಚನೆಗಳು ಇನ್ನೂ ಎಷ್ಟು ಕಡೆ ನಡೆಯುತ್ತಿವೆಯೋ? ಇಂಥ ಅವ್ಯವಸ್ಥೆಗಳು ಘಟಿಸುತ್ತಿವೆ ಎಂದರೆ ಇನ್ನು ಕರ್ನಾಟಕ, ಕೇರಳ, ತಮಿಳುನಾಡು, ತೆಲಂಗಾಣ, ಛತ್ತೀಸ್‌ಗಢ ಮೊದಲಾದ ಬಿಜೆಪಿಯೇತರ ಸರ್ಕಾರ ಇರುವ ರಾಜ್ಯಗಳಲ್ಲಿ ಅದೆಷ್ಟು ಸರ್ಕಾರಿ ಅಕ್ರಮಗಳು, ವಂಚನೆಗಳು ನಡೆದಿರಬಹುದು! ಅದೆಷ್ಟು ಪೊಲೀಸ್ ಹಗ್ಗಗಳು, ತಿಮಿಂಗಿಲಗಳು ವ್ಯವಸ್ಥೆಯ ಭದ್ರ ಭವನಕ್ಕೆ ಸುರಂಗ ತೋಡಿರಬಹುದು! ಎಕ್ಕುಟ್ಟಿ ಹೋಗಿರುವ ಈ ವ್ಯವಸ್ಥೆಗೆ ಕಾಯಕಲ್ಪ ತರುವುದಾದರೂ ಹೇಗೆ? ಇದೊಂದು ಮಿಲಿಯನ್ ಡಾಲರ್ ಪ್ರಶ್ನೆ. ಪ್ರಜಾತಂತ್ರ ವ್ಯವಸ್ಥೆ ಅತ್ಯಂತ ಸುಂದರ ಎಂದು ಆಗಾಗ ಬಣ್ಣಿಸಲಾಗುತ್ತದೆ. ಆದರೆ ಈ ಸೌಂದರ್ಯದ ಹಿಂದಿರುವ ಕರಾಳ ಮುಖವನ್ನು ಗುರುತಿಸದಿದ್ದರೆ ಈ ವ್ಯವಸ್ಥೆಗೆ ಅರ್ಥವಾದರೂ ಏನು? bbox=[718, 129, 930, 300]
stripe-blue-accent bbox=[337, 1142, 415, 1153]
intro-divider bbox=[20, 1424, 116, 1427]
date: 29 ಸೆಪ್ಟೆಂಬರ್ 2025 bbox=[837, 54, 900, 63]
shloka-author-avatar bbox=[42, 778, 72, 808]
heart-day-byline: ▸ ಡಾ. ಎಚ್. ಮುರಳೀಧರ್ bbox=[140, 1208, 204, 1217]
second-article-column-3b: ದೊಡ್ಡವರ ವಿಚಾರ ಯಾರಿಗೆ ಗೊತ್ತು! ಎನುಕೊಂಡಿದ್ದವರಲ್ಲಿ ಹೆಚ್ಚಿನವರು ಹಿಂದೆಯೇ ಆಗಿದ್ದು ವ್ಯವಸ್ಥಿತವಾಗಿ ನಡೆಯುತ್ತಿರುವ ಪಿತೂರಿಯನ್ನು ಅರಿಯಲಾರದೆ ಎಂಬುದು ನಿಜ. ಈ ಪ್ರಕರಣ ಇನ್ನೂ ವಿಚಾರಣೆಯ ಹಂತದಲ್ಲಿದೆ. ಆದಾಗಲೇ ಇದೊಂದು ವ್ಯವಸ್ಥಿತ ಪಿತೂರಿ ಎಂಬುದು ಜನಸಾಮಾನ್ಯರಿಗೂ ಅರಿವಾಗಿದೆ. ಆದರೆ ಸಂಬಂಧಿತ ತನಿಖೆ ನಡೆದು ಮೇಲಿನ ಎರಡು ಪ್ರಕರಣಗಳಿಗೂ ಆದಷ್ಟು ಬೇಗ ನ್ಯಾಯ ಹೊರಬರಲಿ. ಸಂಚು ನಡೆಸುವವರ ವಿರುದ್ಧ ಸೂಕ್ತ ಕ್ರಮ ಜರುಗಿದರೆ ಇಂತಹ ಕೃತ್ಯಗಳಿಗೊಂದು ಪೂರ್ಣವಿರಾಮ ನೀಡಬಹುದು. bbox=[718, 1041, 930, 1087]
heart-in-hands-icon bbox=[583, 1258, 639, 1314]
heart-day-drop-cap: ಇಂ bbox=[140, 1228, 193, 1276]
section-title: ವಿಚಾರ bbox=[435, 28, 525, 73]
heart-day-column-3: -2023 ರ ಪ್ರಕಾರ 13 ಮಿಲಿಯನ್ ಮಂದಿಯಷ್ಟು ಜನರು ಹೃದಯ ಸಂಬಂಧಿ ಕಾಯಿಲೆಗಳಿಂದ ಬಳಲುತ್ತಿದ್ದಾರೆ. ಈ ಪೈಕಿ ಶೇ.15ರಷ್ಟು ಮಂದಿ ಯುವಕರು. ಅತಿಯಾದ ಕೆಲಸದ ಒತ್ತಡ, ನಿದ್ರಾಹೀನತೆ ಕಾರಣವಾಗಿದೆ. ಹೆಚ್ಚಿದ ರಕ್ತದೊತ್ತಡ: ಕರ್ನಾಟಕದಲ್ಲಿ ಶೇ.26ರಷ್ಟು ಪುರುಷರು ಹಾಗೂ ಶೇ.21.4ರಷ್ಟು ಮಹಿಳೆಯರು ಅಧಿಕ ರಕ್ತದೊತ್ತಡದಿಂದ ಬಳಲುತ್ತಿದ್ದಾರೆ. ಗ್ರಾಮೀಣ ಪ್ರದೇಶದಲ್ಲಿ ಶೇ.27.4ರಷ್ಟು ಪುರುಷರು ಮತ್ತು ಶೇ.39.4ರಷ್ಟು ಮಂದಿ ಮಹಿಳೆಯರು ಅಧಿಕ ರಕ್ತದೊತ್ತಡ ಹೊಂದಿದ್ದಾರೆ. ನಿದ್ರೆ, ಉಪ್ಪು, ಎಣ್ಣೆ, ಕೊಬ್ಬಿನ: ಹೃದಯ ಸಂಬಂಧಿ ಕಾಯಿಲೆಗಳಿಗೆ ಪ್ರಮುಖ ಕಾರಣ ಆಹಾರ ಪದ್ಧತಿ. ನಿದ್ರೆಯ ಕೊರತೆ, ಉಪ್ಪು, ಎಣ್ಣೆ, ಕೊಬ್ಬಿನಾಂಶ ಹೆಚ್ಚಿರುವ ಆಹಾರ ಸೇವನೆ ಹೃದಯಕ್ಕೆ ಅಪಾಯಕಾರಿ. ಜಂಕ್ ಫುಡ್ ಸೇವನೆ ಕಡಿಮೆ ಮಾಡಬೇಕು. bbox=[434, 1207, 574, 1310]
column-stripe-divider bbox=[268, 600, 273, 1140]
registration-marks bbox=[326, 1437, 357, 1444]
professor-photo-hair bbox=[552, 656, 622, 680]
deck-divider bbox=[292, 694, 502, 698]
deck-divider bbox=[292, 200, 502, 204]
byline-divider bbox=[140, 1222, 280, 1224]
